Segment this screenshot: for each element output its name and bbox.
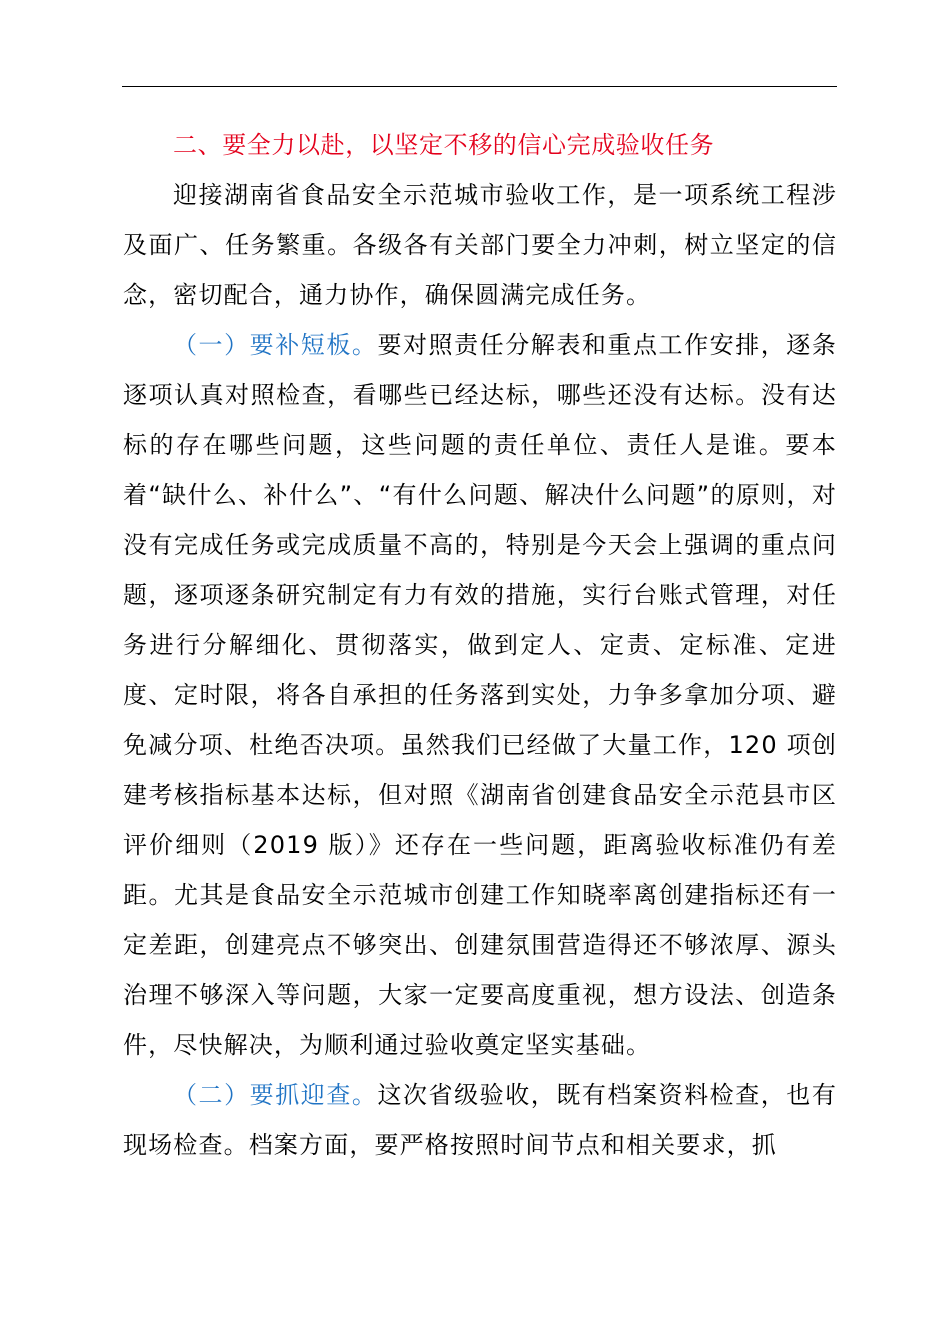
paragraph-text: 迎接湖南省食品安全示范城市验收工作，是一项系统工程涉及面广、任务繁重。各级各有关部门要全力冲刺，树立坚定的信念，密切配合，通力协作，确保圆满完成任务。: [123, 181, 837, 309]
paragraph-fill-gaps: [123, 320, 837, 1070]
document-body: [123, 120, 837, 1170]
paragraph-text: 这次省级验收，既有档案资料检查，也有现场检查。档案方面，要严格按照时间节点和相关要求，抓: [123, 1081, 837, 1159]
subheading-fill-gaps: （一）要补短板。: [173, 331, 378, 359]
intro-paragraph: [123, 170, 837, 320]
subheading-inspection: （二）要抓迎查。: [173, 1081, 378, 1109]
header-rule: [122, 86, 837, 87]
paragraph-inspection: [123, 1070, 837, 1170]
paragraph-text: 要对照责任分解表和重点工作安排，逐条逐项认真对照检查，看哪些已经达标，哪些还没有达标。没有达标的存在哪些问题，这些问题的责任单位、责任人是谁。要本着“缺什么、补什么”、“有什么问题、解决什么问题”的原则，对没有完成任务或完成质量不高的，特别是今天会上强调的重点问题，逐项逐条研究制定有力有效的措施，实行台账式管理，对任务进行分解细化、贯彻落实，做到定人、定责、定标准、定进度、定时限，将各自承担的任务落到实处，力争多拿加分项、避免减分项、杜绝否决项。虽然我们已经做了大量工作，120 项创建考核指标基本达标，但对照《湖南省创建食品安全示范县市区评价细则（2019 版）》还存在一些问题，距离验收标准仍有差距。尤其是食品安全示范城市创建工作知晓率离创建指标还有一定差距，创建亮点不够突出、创建氛围营造得还不够浓厚、源头治理不够深入等问题，大家一定要高度重视，想方设法、创造条件，尽快解决，为顺利通过验收奠定坚实基础。: [123, 331, 837, 1059]
section-heading: 二、要全力以赴，以坚定不移的信心完成验收任务: [173, 131, 715, 159]
